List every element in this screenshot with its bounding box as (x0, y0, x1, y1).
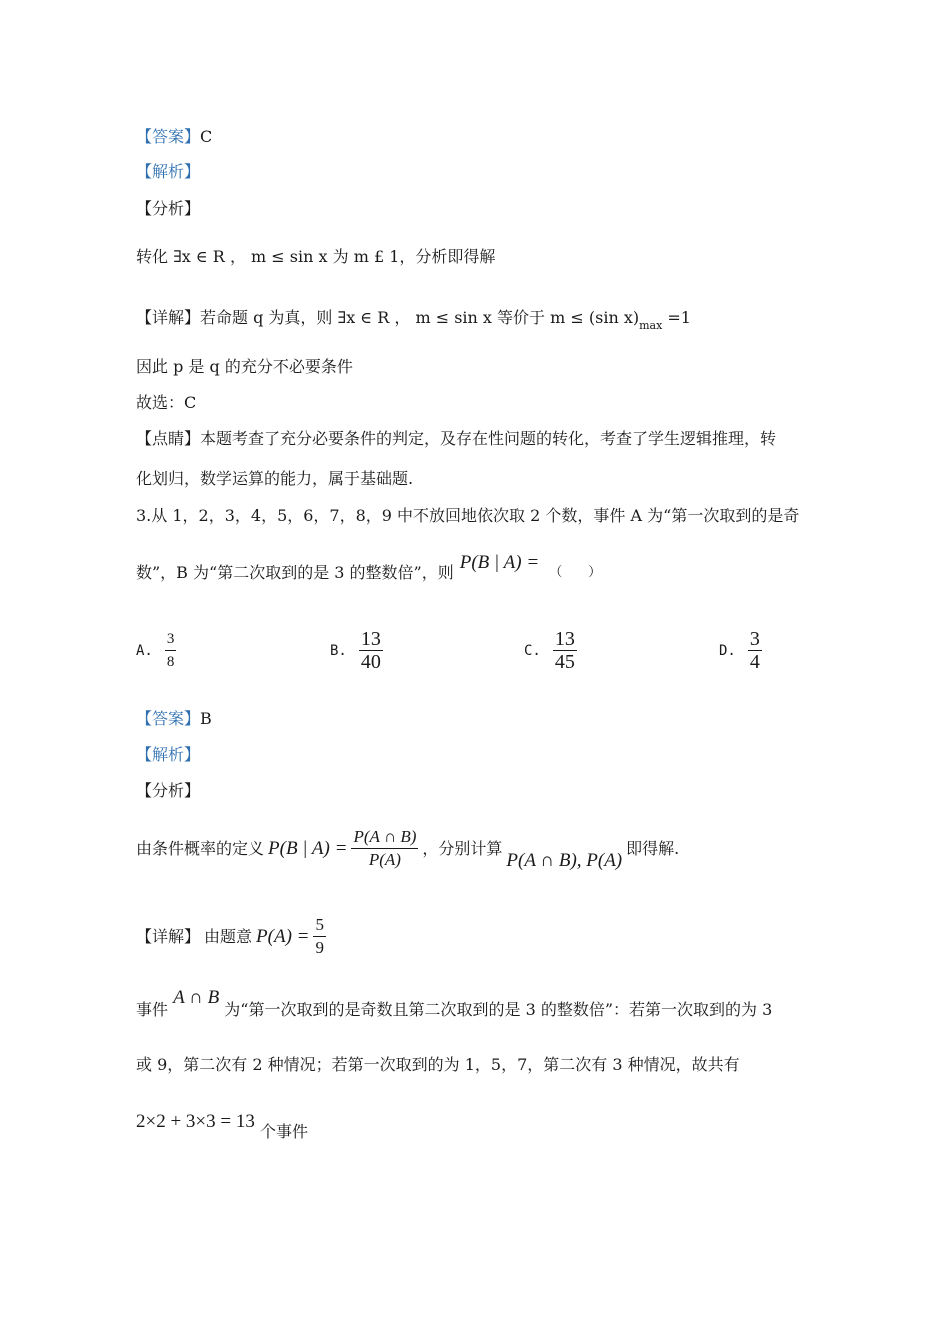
event-line-2: 或 9，第二次有 2 种情况；若第一次取到的为 1，5，7，第二次有 3 种情况，故共有 (136, 1055, 740, 1074)
fenxi-pre: 由条件概率的定义 (136, 838, 265, 858)
event-expr: A ∩ B (173, 987, 220, 1008)
answer-value: C (200, 127, 213, 146)
answer-line-1 (136, 127, 212, 147)
option-c-fraction: $\frac{13}{45}$ (554, 628, 575, 673)
fenxi-fraction: $\frac{P(A \cap B)}{P(A)}$ (353, 827, 417, 869)
count-expr: 2×2 + 3×3 = 13 (136, 1111, 255, 1132)
detail-text-b: =1 (662, 308, 691, 327)
question-line-2 (136, 552, 602, 583)
option-a-fraction: $\frac{3}{8}$ (165, 628, 177, 673)
question-line-1: 3.从 1，2，3，4，5，6，7，8，9 中不放回地依次取 2 个数，事件 A 为“第一次取到的是奇 (136, 506, 800, 525)
count-post: 个事件 (259, 1122, 308, 1141)
option-c[interactable] (524, 628, 577, 673)
answer-tag: 【答案】 (136, 127, 201, 146)
question-paren: （ ） (549, 565, 602, 580)
detail-tag-2: 【详解】 (136, 926, 201, 946)
question-text: 数”，B 为“第二次取到的是 3 的整数倍”，则 (136, 563, 454, 582)
detail-line-1 (136, 308, 691, 336)
option-b[interactable] (330, 628, 383, 673)
count-line (136, 1111, 308, 1141)
dianjing-line-2: 化划归，数学运算的能力，属于基础题. (136, 469, 414, 488)
dianjing-tag: 【点睛】 (136, 429, 201, 448)
event-pre: 事件 (136, 1000, 169, 1019)
detail-pre: 由题意 (204, 926, 253, 946)
fenxi-mid: ，分别计算 (422, 838, 503, 858)
event-line-1 (136, 987, 773, 1020)
detail-text: 若命题 q 为真，则 ∃x ∈ R ， m ≤ sin x 等价于 m ≤ (sin x) (200, 308, 640, 327)
fenxi-line-2 (136, 826, 679, 871)
detail-line-2 (136, 914, 326, 959)
answer-line-2 (136, 709, 212, 729)
option-d[interactable] (719, 628, 762, 673)
option-a-label: A. (136, 642, 153, 659)
fenxi-text-1: 转化 ∃x ∈ R ， m ≤ sin x 为 m £ 1，分析即得解 (136, 247, 496, 266)
detail-fraction: $\frac{5}{9}$ (315, 915, 324, 957)
option-c-label: C. (524, 642, 541, 659)
option-b-fraction: $\frac{13}{40}$ (360, 628, 381, 673)
fenxi-lhs: P(B | A) = (268, 837, 348, 859)
fenxi-post: 即得解. (626, 838, 680, 858)
option-d-label: D. (719, 642, 736, 659)
fenxi-tag-1: 【分析】 (136, 199, 201, 218)
question-expr: P(B | A) = (459, 552, 540, 573)
therefore-line: 因此 p 是 q 的充分不必要条件 (136, 357, 353, 376)
option-a[interactable] (136, 628, 176, 673)
fenxi-expr: P(A ∩ B), P(A) (506, 849, 623, 871)
dianjing-text: 本题考查了充分必要条件的判定，及存在性问题的转化，考查了学生逻辑推理，转 (200, 429, 777, 448)
option-d-fraction: $\frac{3}{4}$ (749, 628, 760, 673)
answer-tag-2: 【答案】 (136, 709, 201, 728)
analysis-tag-2: 【解析】 (136, 745, 201, 764)
event-text: 为“第一次取到的是奇数且第二次取到的是 3 的整数倍”：若第一次取到的为 3 (224, 1000, 773, 1019)
fenxi-tag-2: 【分析】 (136, 781, 201, 800)
choose-line: 故选：C (136, 393, 197, 412)
option-b-label: B. (330, 642, 347, 659)
answer-value-2: B (200, 709, 212, 728)
detail-sub: max (639, 319, 663, 332)
dianjing-line-1 (136, 429, 776, 449)
analysis-tag-1: 【解析】 (136, 162, 201, 181)
detail-lhs: P(A) = (256, 925, 310, 947)
detail-tag: 【详解】 (136, 308, 201, 327)
